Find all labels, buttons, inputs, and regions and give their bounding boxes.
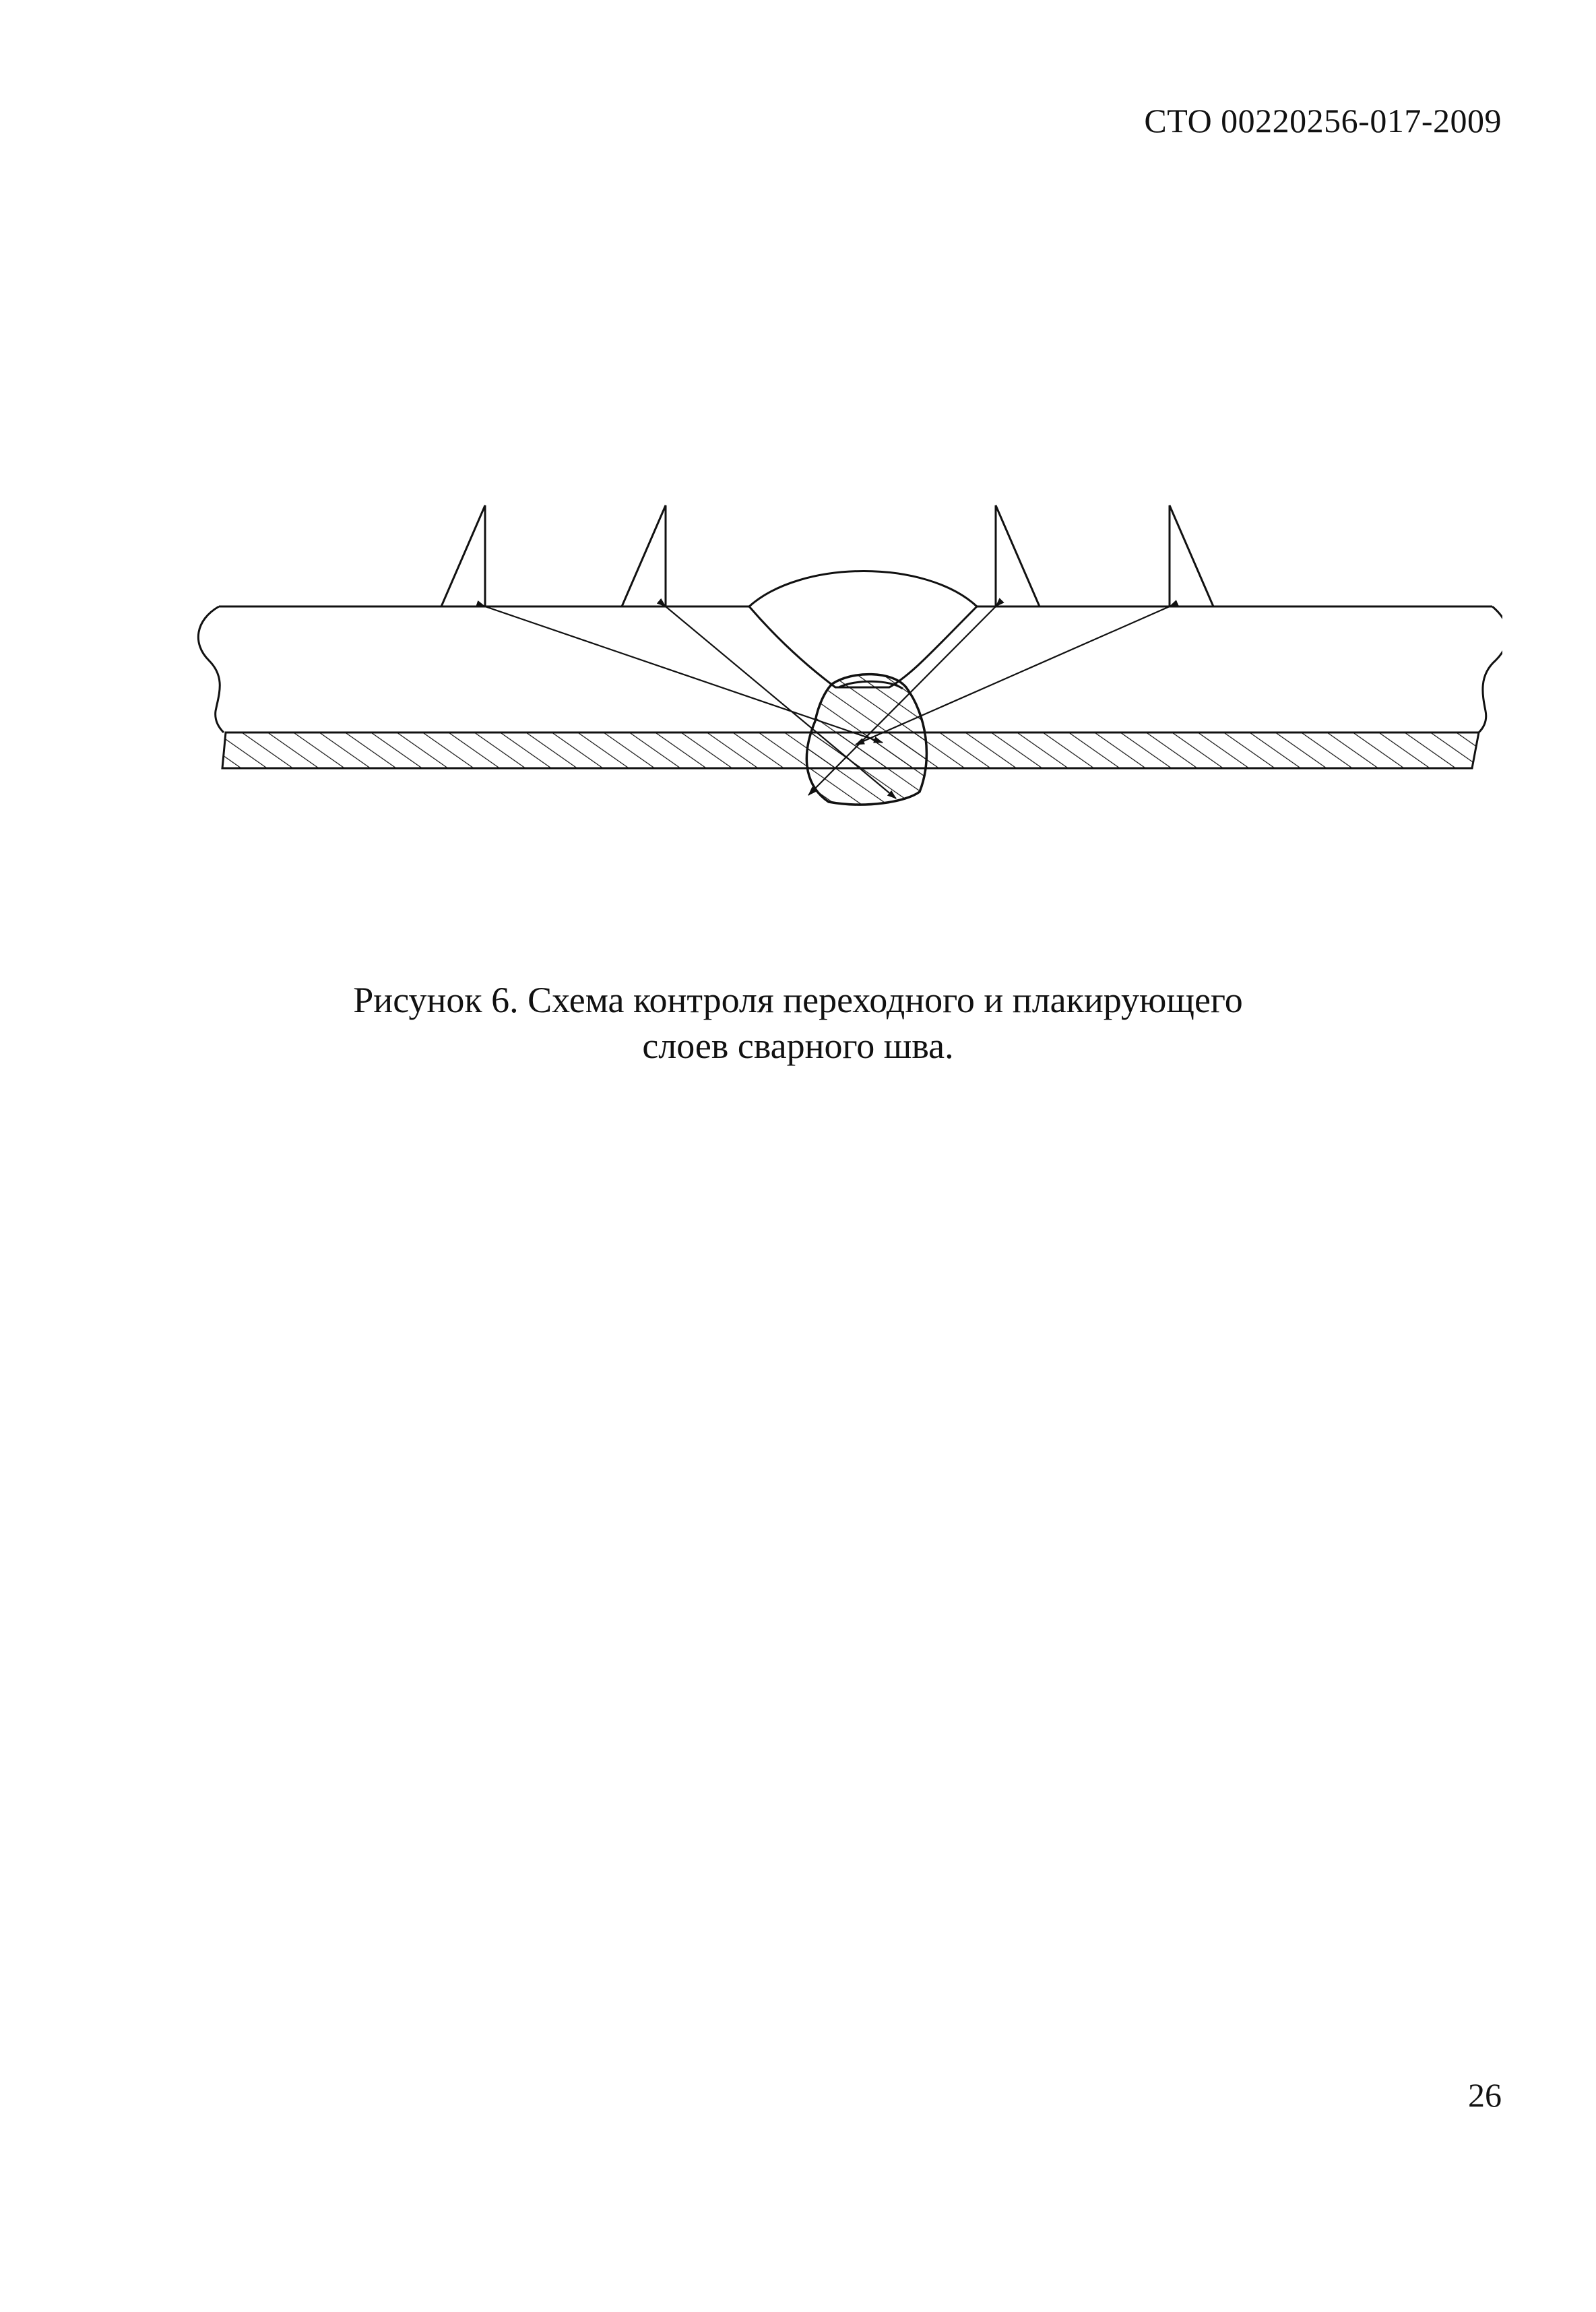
caption-line-2: слоев сварного шва. [642,1026,954,1066]
page-number: 26 [1468,2076,1502,2114]
transducer-2 [622,505,666,606]
weld-cap [749,571,977,688]
caption-line-1: Рисунок 6. Схема контроля переходного и плакирующего [353,980,1243,1020]
document-code: СТО 00220256-017-2009 [1144,102,1502,139]
transducer-3 [996,505,1040,606]
transducer-1 [441,505,485,606]
figure-caption [0,977,1596,1069]
transducer-4 [1170,505,1213,606]
weld-inspection-diagram [182,492,1502,842]
